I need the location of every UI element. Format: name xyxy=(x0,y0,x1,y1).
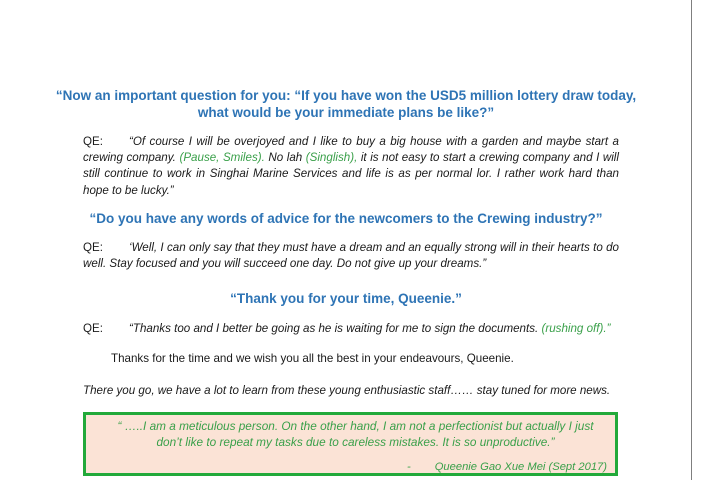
question-thanks: “Thank you for your time, Queenie.” xyxy=(230,291,462,306)
question-lottery-line2: what would be your immediate plans be like?” xyxy=(197,105,495,120)
answer-lottery-part1: “Of course I will be overjoyed and I like to buy a big house with a garden and maybe start a crewing company. xyxy=(83,135,619,165)
speaker-label: QE: xyxy=(83,135,103,148)
answer-thanks-note: (rushing off).” xyxy=(541,322,611,335)
pull-quote-box xyxy=(83,412,618,476)
answer-thanks xyxy=(83,321,619,337)
credit-name: Queenie Gao Xue Mei (Sept 2017) xyxy=(434,461,607,473)
closing-thanks: Thanks for the time and we wish you all the best in your endeavours, Queenie. xyxy=(111,352,514,365)
question-lottery xyxy=(0,87,692,121)
answer-lottery-note2: (Singlish), xyxy=(305,151,358,165)
answer-lottery xyxy=(83,134,619,199)
pull-quote-credit xyxy=(407,459,607,475)
closing-outro: There you go, we have a lot to learn from these young enthusiastic staff…… stay tuned for more news. xyxy=(83,384,611,397)
speaker-label: QE: xyxy=(83,241,103,254)
credit-dash: - xyxy=(406,461,411,473)
answer-advice-text: ‘Well, I can only say that they must have a dream and an equally strong will in their hearts to do well. Stay focused and you will succeed one day. Do not give up your dreams.” xyxy=(83,241,619,271)
speaker-label: QE: xyxy=(83,322,103,335)
answer-lottery-note1: (Pause, Smiles). xyxy=(179,151,265,165)
pull-quote-line1: “ …..I am a meticulous person. On the other hand, I am not a perfectionist but actually I just xyxy=(117,419,594,433)
answer-advice xyxy=(83,240,619,272)
question-advice: “Do you have any words of advice for the newcomers to the Crewing industry?” xyxy=(89,211,603,226)
answer-lottery-part2: No lah xyxy=(268,151,303,165)
answer-thanks-text: “Thanks too and I better be going as he is waiting for me to sign the documents. xyxy=(129,322,539,335)
question-lottery-line1: “Now an important question for you: “If you have won the USD5 million lottery draw today, xyxy=(55,88,637,103)
pull-quote-text xyxy=(106,418,605,450)
answer-lottery-part3: it is not easy to start a crewing company and I will still continue to work in Singhai Marine Services and life is as per normal lor. I rather work hard than hope to be lucky.” xyxy=(83,151,619,197)
pull-quote-line2: don’t like to repeat my tasks due to careless mistakes. It is so unproductive.” xyxy=(156,435,555,449)
